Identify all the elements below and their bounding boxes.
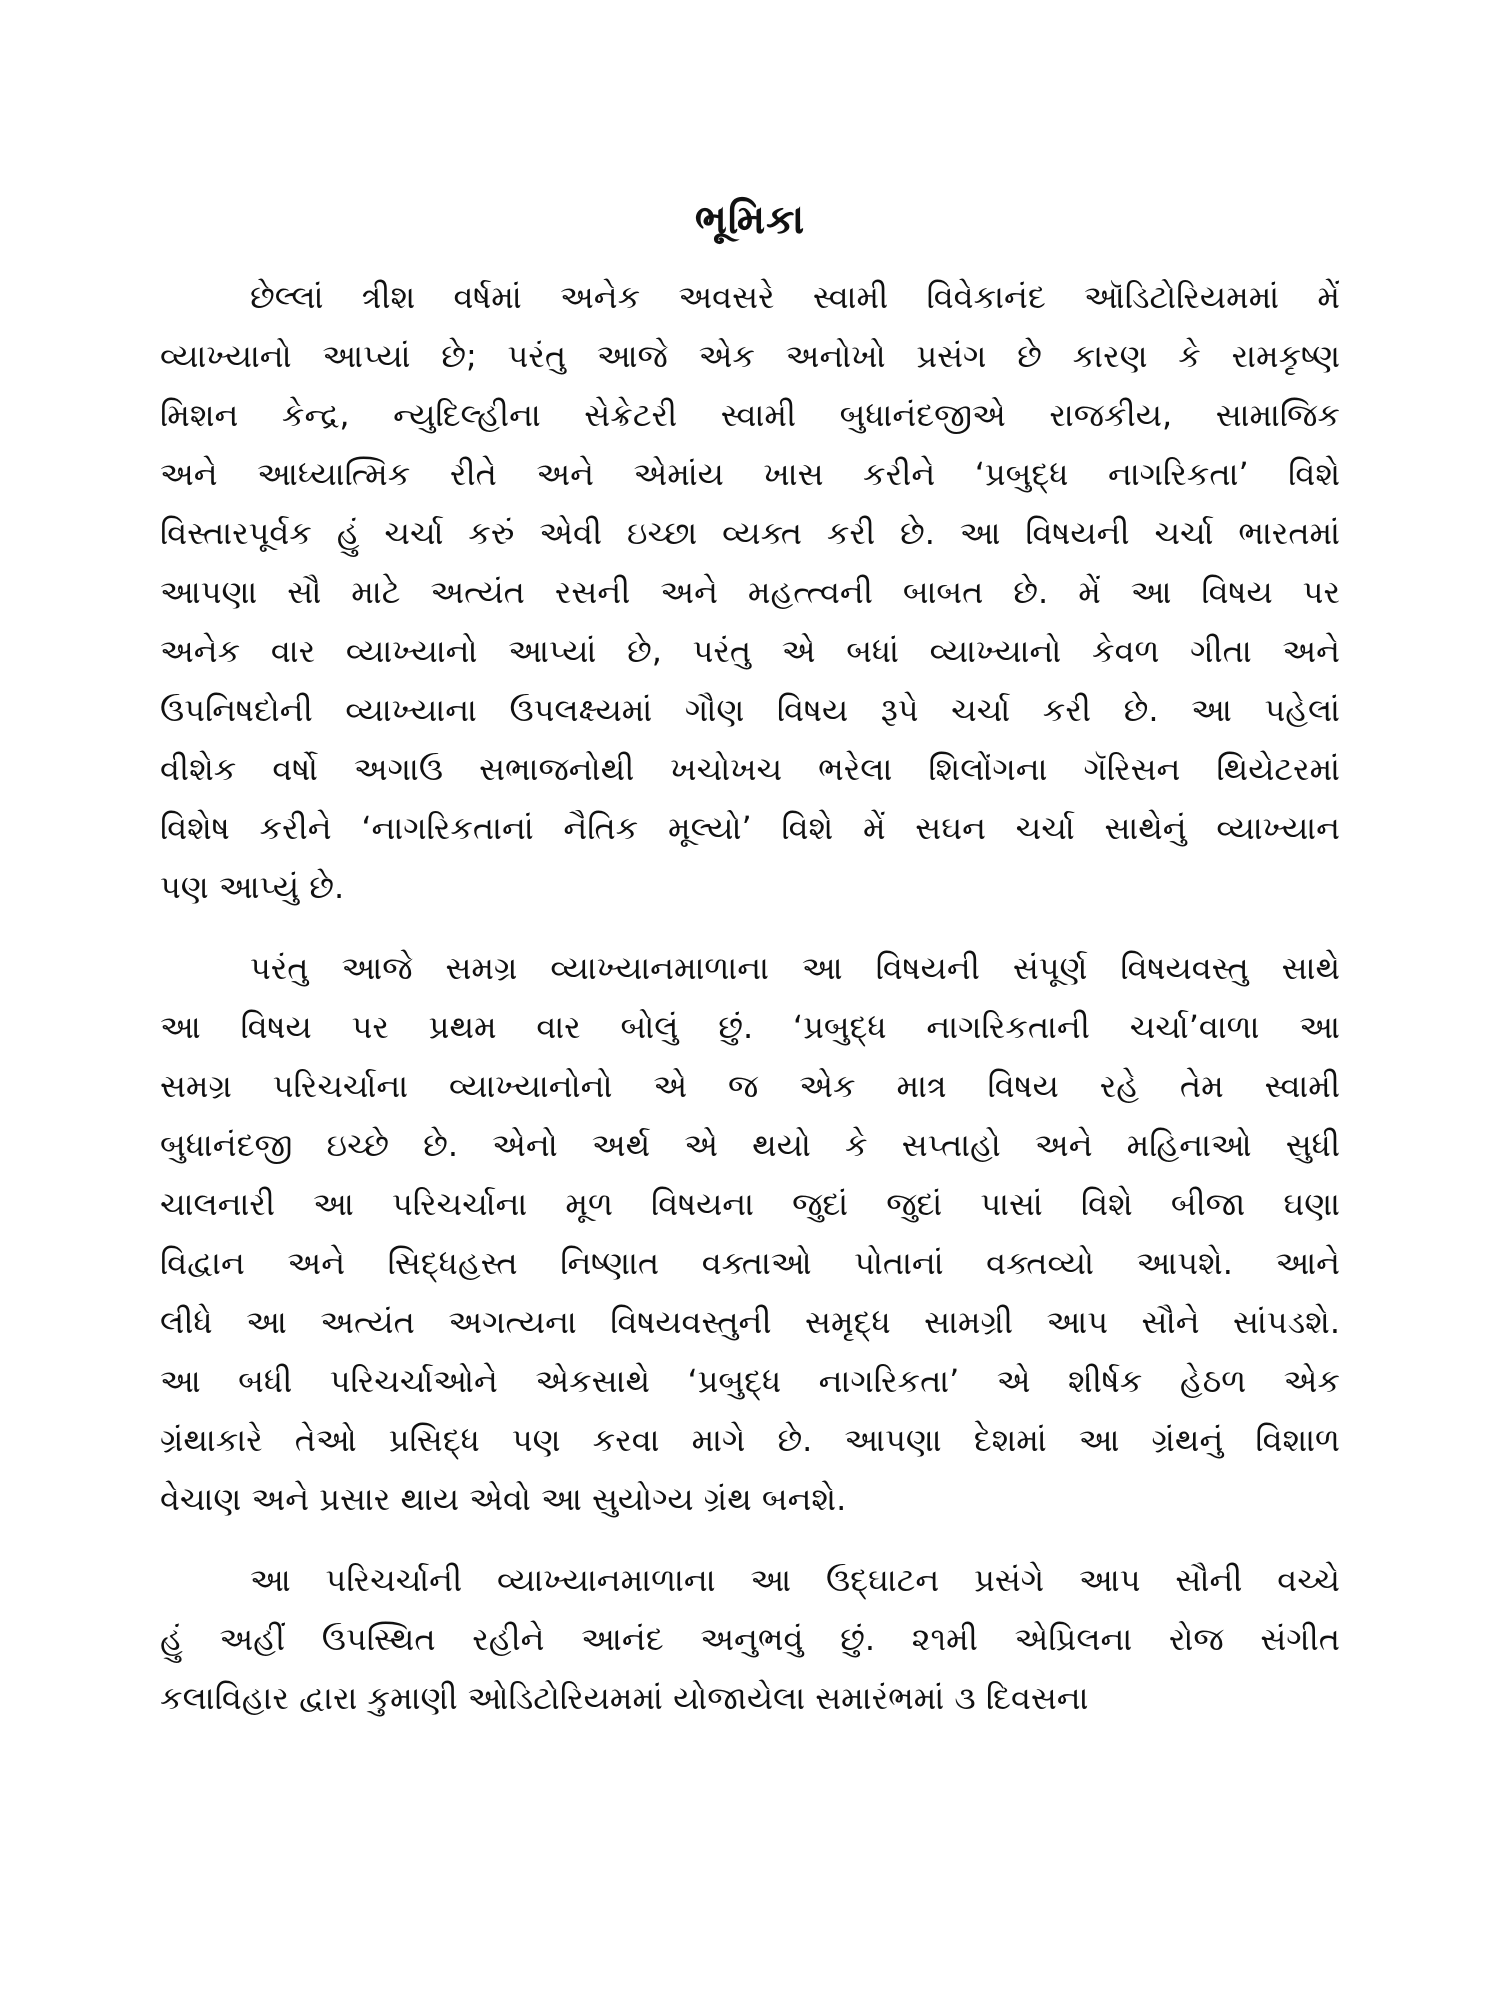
- text-line: મિશન કેન્દ્ર, ન્યુદિલ્હીના સેક્રેટરી સ્વામી બુધાનંદજીએ રાજકીય, સામાજિક: [160, 396, 1340, 434]
- text-line: વીશેક વર્ષો અગાઉ સભાજનોથી ખચોખચ ભરેલા શિલોંગના ગૅરિસન થિયેટરમાં: [160, 750, 1340, 788]
- text-line: આપણા સૌ માટે અત્યંત રસની અને મહત્ત્વની બાબત છે. મેં આ વિષય પર: [160, 573, 1340, 611]
- body-text: [160, 268, 1340, 1728]
- text-line: વિશેષ કરીને ‘નાગરિકતાનાં નૈતિક મૂલ્યો’ વિશે મેં સઘન ચર્ચા સાથેનું વ્યાખ્યાન: [160, 809, 1340, 847]
- text-line: વિદ્વાન અને સિદ્ધહસ્ત નિષ્ણાત વક્તાઓ પોતાનાં વક્તવ્યો આપશે. આને: [160, 1244, 1340, 1282]
- text-line: પરંતુ આજે સમગ્ર વ્યાખ્યાનમાળાના આ વિષયની સંપૂર્ણ વિષયવસ્તુ સાથે: [250, 949, 1340, 987]
- text-line: ચાલનારી આ પરિચર્ચાના મૂળ વિષયના જુદાં જુદાં પાસાં વિશે બીજા ઘણા: [160, 1185, 1340, 1223]
- paragraph: [160, 268, 1340, 917]
- paragraph: [160, 939, 1340, 1529]
- text-line: અનેક વાર વ્યાખ્યાનો આપ્યાં છે, પરંતુ એ બધાં વ્યાખ્યાનો કેવળ ગીતા અને: [160, 632, 1340, 670]
- text-line: આ બધી પરિચર્ચાઓને એકસાથે ‘પ્રબુદ્ધ નાગરિકતા’ એ શીર્ષક હેઠળ એક: [160, 1362, 1340, 1400]
- paragraph: [160, 1551, 1340, 1728]
- page-title: ભૂમિકા: [694, 197, 806, 243]
- text-line: હું અહીં ઉપસ્થિત રહીને આનંદ અનુભવું છું. ૨૧મી એપ્રિલના રોજ સંગીત: [160, 1620, 1340, 1658]
- text-line: છેલ્લાં ત્રીશ વર્ષમાં અનેક અવસરે સ્વામી વિવેકાનંદ ઑડિટોરિયમમાં મેં: [250, 278, 1340, 316]
- text-line: પણ આપ્યું છે.: [160, 868, 345, 906]
- text-line: કલાવિહાર દ્વારા કુમાણી ઓડિટોરિયમમાં યોજાયેલા સમારંભમાં ૩ દિવસના: [160, 1679, 1089, 1717]
- text-line: આ પરિચર્ચાની વ્યાખ્યાનમાળાના આ ઉદ્ઘાટન પ્રસંગે આપ સૌની વચ્ચે: [250, 1561, 1340, 1599]
- text-line: સમગ્ર પરિચર્ચાના વ્યાખ્યાનોનો એ જ એક માત્ર વિષય રહે તેમ સ્વામી: [160, 1067, 1340, 1105]
- text-line: લીધે આ અત્યંત અગત્યના વિષયવસ્તુની સમૃદ્ધ સામગ્રી આપ સૌને સાંપડશે.: [160, 1303, 1340, 1341]
- text-line: ગ્રંથાકારે તેઓ પ્રસિદ્ધ પણ કરવા માગે છે. આપણા દેશમાં આ ગ્રંથનું વિશાળ: [160, 1421, 1340, 1459]
- text-line: ઉપનિષદોની વ્યાખ્યાના ઉપલક્ષ્યમાં ગૌણ વિષય રૂપે ચર્ચા કરી છે. આ પહેલાં: [160, 691, 1340, 729]
- text-line: વેચાણ અને પ્રસાર થાય એવો આ સુયોગ્ય ગ્રંથ બનશે.: [160, 1480, 847, 1518]
- text-line: વ્યાખ્યાનો આપ્યાં છે; પરંતુ આજે એક અનોખો પ્રસંગ છે કારણ કે રામકૃષ્ણ: [160, 337, 1340, 375]
- text-line: બુધાનંદજી ઇચ્છે છે. એનો અર્થ એ થયો કે સપ્તાહો અને મહિનાઓ સુધી: [160, 1126, 1340, 1164]
- text-line: આ વિષય પર પ્રથમ વાર બોલું છું. ‘પ્રબુદ્ધ નાગરિકતાની ચર્ચા’વાળા આ: [160, 1008, 1340, 1046]
- text-line: અને આધ્યાત્મિક રીતે અને એમાંય ખાસ કરીને ‘પ્રબુદ્ધ નાગરિકતા’ વિશે: [160, 455, 1340, 493]
- text-line: વિસ્તારપૂર્વક હું ચર્ચા કરું એવી ઇચ્છા વ્યક્ત કરી છે. આ વિષયની ચર્ચા ભારતમાં: [160, 514, 1340, 552]
